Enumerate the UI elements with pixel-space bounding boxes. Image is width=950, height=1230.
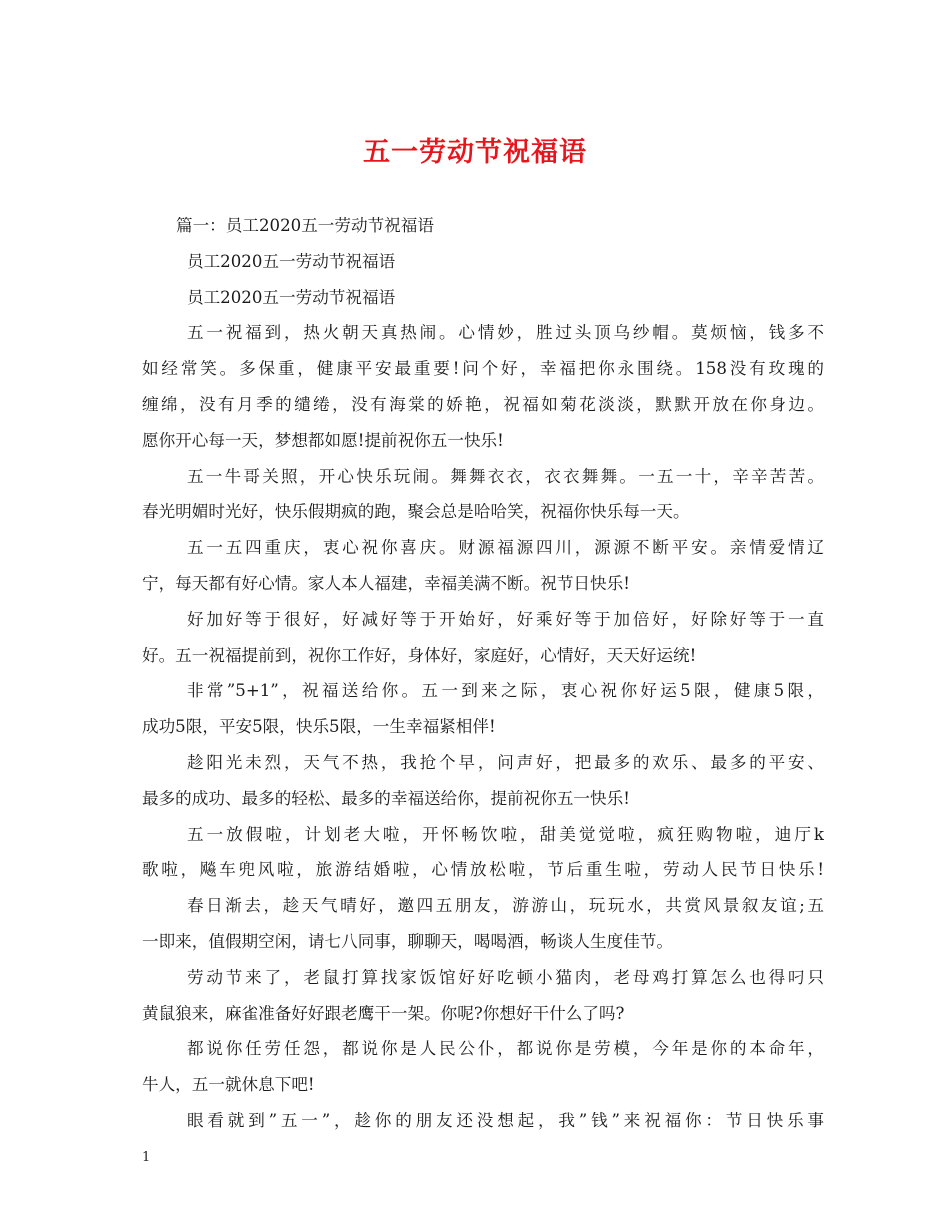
paragraph-line: 愿你开心每一天，梦想都如愿!提前祝你五一快乐! <box>142 430 504 450</box>
paragraph-line: 好加好等于很好，好减好等于开始好，好乘好等于加倍好，好除好等于一直 <box>187 609 824 629</box>
paragraph-line: 趁阳光未烈，天气不热，我抢个早，问声好，把最多的欢乐、最多的平安、 <box>187 752 824 772</box>
page-number: 1 <box>142 1150 151 1165</box>
paragraph-line: 最多的成功、最多的轻松、最多的幸福送给你，提前祝你五一快乐! <box>142 788 630 808</box>
paragraph-line: 黄鼠狼来，麻雀准备好好跟老鹰干一架。你呢?你想好干什么了吗? <box>142 1003 625 1023</box>
paragraph-line: 员工2020五一劳动节祝福语 <box>187 251 396 271</box>
paragraph-line: 歌啦，飚车兜风啦，旅游结婚啦，心情放松啦，节后重生啦，劳动人民节日快乐! <box>142 860 824 880</box>
paragraph-line: 非常”5+1”，祝福送给你。五一到来之际，衷心祝你好运5限，健康5限， <box>187 681 824 701</box>
paragraph-line: 缠绵，没有月季的缱绻，没有海棠的娇艳，祝福如菊花淡淡，默默开放在你身边。 <box>142 394 824 414</box>
paragraph-line: 牛人，五一就休息下吧! <box>142 1075 315 1095</box>
paragraph-line: 如经常笑。多保重，健康平安最重要!问个好，幸福把你永围绕。158没有玫瑰的 <box>142 359 824 379</box>
paragraph-line: 眼看就到”五一”，趁你的朋友还没想起，我”钱”来祝福你：节日快乐事 <box>187 1110 824 1130</box>
paragraph-line: 都说你任劳任怨，都说你是人民公仆，都说你是劳模，今年是你的本命年， <box>187 1039 824 1059</box>
paragraph-line: 劳动节来了，老鼠打算找家饭馆好好吃顿小猫肉，老母鸡打算怎么也得叼只 <box>187 967 824 987</box>
document-title: 五一劳动节祝福语 <box>363 137 587 168</box>
paragraph-line: 春日渐去，趁天气晴好，邀四五朋友，游游山，玩玩水，共赏风景叙友谊;五 <box>187 896 824 916</box>
paragraph-line: 成功5限，平安5限，快乐5限，一生幸福紧相伴! <box>142 717 496 737</box>
paragraph-line: 好。五一祝福提前到，祝你工作好，身体好，家庭好，心情好，天天好运统! <box>142 645 697 665</box>
paragraph-line: 五一牛哥关照，开心快乐玩闹。舞舞衣衣，衣衣舞舞。一五一十，辛辛苦苦。 <box>187 466 824 486</box>
paragraph-line: 春光明媚时光好，快乐假期疯的跑，聚会总是哈哈笑，祝福你快乐每一天。 <box>142 502 690 522</box>
paragraph-line: 五一放假啦，计划老大啦，开怀畅饮啦，甜美觉觉啦，疯狂购物啦，迪厅k <box>187 824 824 844</box>
paragraph-line: 五一祝福到，热火朝天真热闹。心情妙，胜过头顶乌纱帽。莫烦恼，钱多不 <box>187 323 824 343</box>
paragraph-line: 篇一：员工2020五一劳动节祝福语 <box>176 216 434 235</box>
paragraph-line: 宁，每天都有好心情。家人本人福建，幸福美满不断。祝节日快乐! <box>142 573 630 593</box>
document-body <box>142 208 824 1139</box>
paragraph-line: 员工2020五一劳动节祝福语 <box>187 287 396 307</box>
paragraph-line: 一即来，值假期空闲，请七八同事，聊聊天，喝喝酒，畅谈人生度佳节。 <box>142 931 673 951</box>
paragraph-line: 五一五四重庆，衷心祝你喜庆。财源福源四川，源源不断平安。亲情爱情辽 <box>187 538 824 558</box>
